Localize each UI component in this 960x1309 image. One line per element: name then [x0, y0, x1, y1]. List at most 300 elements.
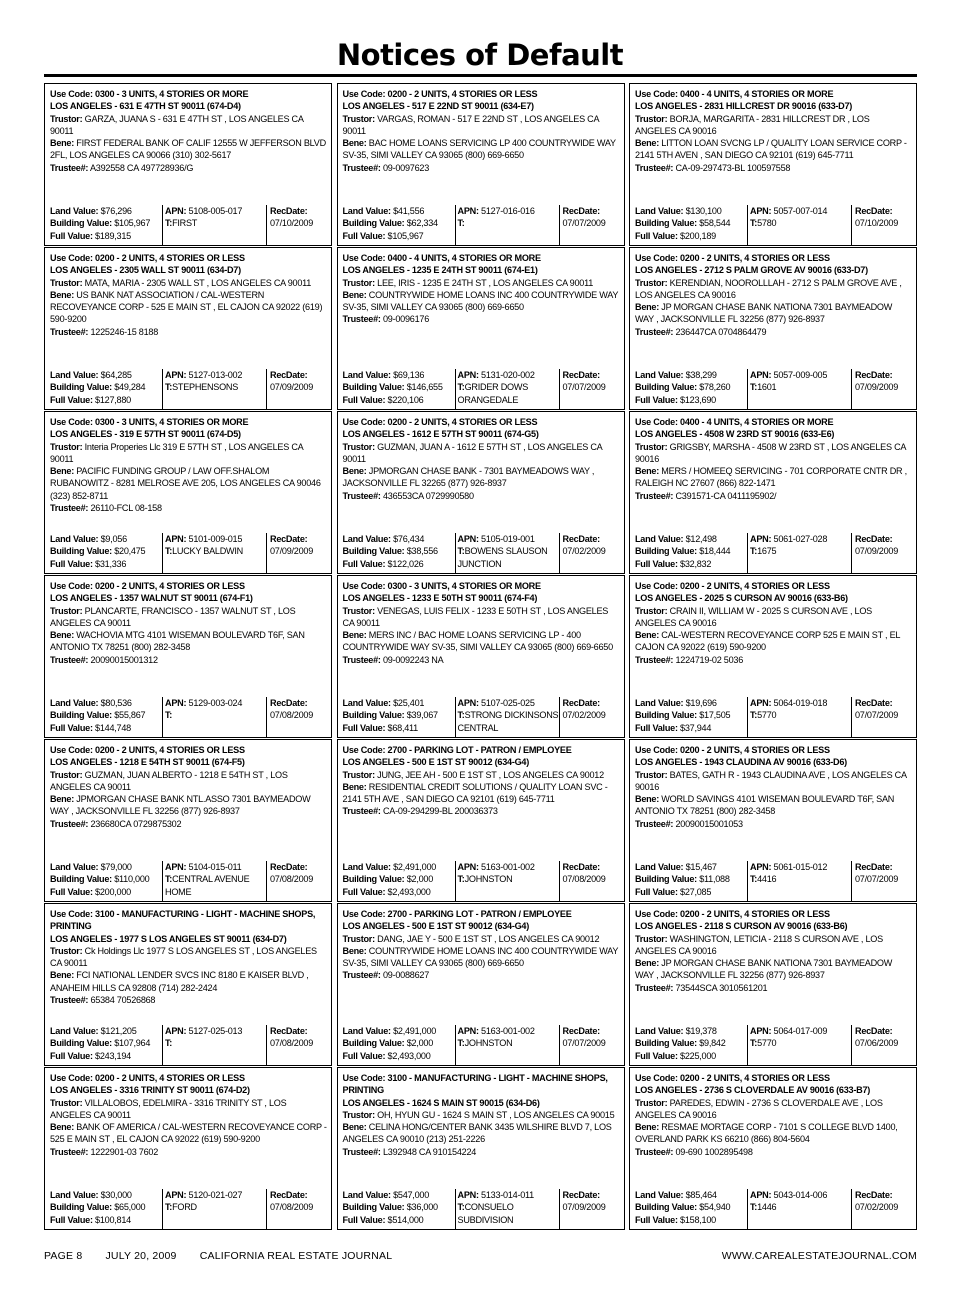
trustee-line: [343, 805, 620, 817]
trustee-line: [50, 162, 327, 174]
apn-label: APN:: [750, 206, 772, 216]
full-value-line: [50, 722, 162, 734]
recdate-column: [559, 533, 624, 573]
bene-label: Bene:: [635, 630, 660, 641]
full-value-label: Full Value:: [342, 1214, 386, 1225]
bene-label: Bene:: [342, 945, 367, 956]
use-code-value: 2700 - PARKING LOT - PATRON / EMPLOYEE: [387, 745, 572, 755]
beneficiary-line: [343, 945, 620, 970]
beneficiary-line: [343, 289, 620, 314]
notice-card: [629, 575, 917, 738]
recdate-column: [266, 1025, 331, 1065]
apn-line: [458, 533, 559, 545]
recdate-value: 07/09/2009: [270, 546, 314, 557]
full-value-line: [50, 394, 162, 406]
notice-card: [629, 903, 917, 1066]
notice-row: [44, 1067, 917, 1230]
trustor-line: [635, 769, 912, 794]
property-location: LOS ANGELES - 2736 S CLOVERDALE AV 90016 (633-B7): [635, 1085, 871, 1096]
trustee-label: Trustee#:: [635, 326, 674, 337]
bene-label: Bene:: [342, 138, 367, 149]
apn-label: APN:: [457, 1190, 479, 1200]
notice-card: [337, 247, 625, 410]
full-value: $220,106: [387, 394, 424, 405]
trustee-label: Trustee#:: [342, 654, 381, 665]
trustor-value: BATES, GATH R - 1943 CLAUDINA AVE , LOS ANGELES CA 90016: [635, 769, 907, 792]
values-column: [630, 533, 747, 573]
notice-text: [338, 84, 624, 202]
notice-text: [630, 84, 916, 202]
building-value-line: [50, 217, 162, 229]
land-value-label: Land Value:: [635, 1026, 684, 1036]
property-location: LOS ANGELES - 1624 S MAIN ST 90015 (634-D6): [342, 1097, 540, 1108]
use-code-label: Use Code:: [635, 745, 678, 755]
tract-line: [750, 1201, 851, 1213]
building-value: $20,475: [114, 546, 146, 557]
full-value-line: [635, 1214, 747, 1226]
tract-label: T:: [165, 1038, 173, 1049]
building-value-line: [50, 1037, 162, 1049]
recdate-label: RecDate:: [562, 1190, 600, 1200]
use-code-line: [343, 416, 620, 428]
trustee-value: 236447CA 0704864479: [675, 326, 767, 337]
notice-card: [44, 1067, 332, 1230]
recdate-column: [559, 369, 624, 409]
tract-label: T:: [457, 1202, 465, 1213]
recdate-column: [266, 369, 331, 409]
tract-line: [165, 1037, 266, 1049]
full-value-line: [50, 1050, 162, 1062]
recdate-column: [559, 205, 624, 245]
values-column: [338, 861, 455, 901]
value-table: [45, 861, 331, 901]
notice-card: [337, 411, 625, 574]
values-column: [630, 205, 747, 245]
apn-line: [165, 533, 266, 545]
full-value-label: Full Value:: [635, 1050, 678, 1061]
land-value: $38,299: [685, 370, 717, 380]
land-value-label: Land Value:: [342, 698, 391, 708]
trustee-line: [343, 969, 620, 981]
tract-label: T:: [750, 1202, 758, 1213]
bene-label: Bene:: [635, 794, 660, 805]
value-table: [338, 697, 624, 737]
use-code-value: 0200 - 2 UNITS, 4 STORIES OR LESS: [95, 253, 245, 263]
tract-label: T:: [750, 218, 758, 229]
recdate-value: 07/02/2009: [855, 1202, 899, 1213]
bene-label: Bene:: [342, 1122, 367, 1133]
recdate-label: RecDate:: [270, 862, 308, 872]
trustor-line: [50, 277, 327, 289]
recdate-column: [266, 697, 331, 737]
apn-label: APN:: [165, 370, 187, 380]
use-code-value: 0200 - 2 UNITS, 4 STORIES OR LESS: [680, 745, 830, 755]
notice-text: [630, 576, 916, 694]
recdate-value: 07/07/2009: [562, 1038, 606, 1049]
bene-value: LITTON LOAN SVCNG LP / QUALITY LOAN SERVICE CORP - 2141 5TH AVEN , SAN DIEGO CA 92101 (619) 645-7711: [635, 138, 907, 161]
apn-line: [458, 205, 559, 217]
beneficiary-line: [50, 137, 327, 162]
apn-column: [455, 1025, 559, 1065]
notice-text: [45, 576, 331, 694]
values-column: [338, 533, 455, 573]
building-value-label: Building Value:: [342, 710, 405, 721]
recdate-value: 07/07/2009: [855, 710, 899, 721]
building-value-label: Building Value:: [50, 710, 112, 721]
trustor-line: [635, 605, 912, 630]
full-value-label: Full Value:: [50, 558, 93, 569]
land-value-label: Land Value:: [342, 862, 391, 872]
recdate-value: 07/07/2009: [562, 218, 606, 229]
trustor-line: [635, 277, 912, 302]
trustor-line: [635, 933, 912, 958]
land-value-line: [50, 861, 162, 873]
beneficiary-line: [50, 793, 327, 818]
building-value-label: Building Value:: [342, 1202, 405, 1213]
apn-label: APN:: [457, 534, 479, 544]
full-value: $105,967: [387, 230, 424, 241]
use-code-label: Use Code:: [342, 581, 386, 591]
values-column: [338, 1025, 455, 1065]
full-value: $27,085: [680, 886, 712, 897]
use-code-line: [343, 252, 620, 264]
full-value-label: Full Value:: [50, 722, 93, 733]
notice-card: [629, 411, 917, 574]
property-location: LOS ANGELES - 1235 E 24TH ST 90011 (674-E1): [342, 265, 538, 276]
use-code-value: 0200 - 2 UNITS, 4 STORIES OR LESS: [387, 417, 538, 427]
recdate-column: [851, 1025, 916, 1065]
trustee-line: [635, 326, 912, 338]
trustor-label: Trustor:: [635, 605, 668, 616]
land-value-line: [635, 1189, 747, 1201]
building-value-line: [50, 545, 162, 557]
full-value: $127,880: [95, 394, 131, 405]
land-value-line: [343, 861, 455, 873]
apn-value: 5107-025-025: [481, 698, 535, 708]
building-value-line: [50, 1201, 162, 1213]
use-code-label: Use Code:: [635, 253, 678, 263]
page-number: PAGE 8: [44, 1250, 83, 1262]
trustor-value: GRIGSBY, MARSHA - 4508 W 23RD ST , LOS ANGELES CA 90016: [635, 441, 906, 464]
building-value-label: Building Value:: [635, 382, 697, 393]
recdate-column: [851, 861, 916, 901]
tract-value: LUCKY BALDWIN: [172, 546, 243, 557]
apn-value: 5064-019-018: [773, 698, 828, 708]
values-column: [45, 697, 162, 737]
property-location: LOS ANGELES - 3316 TRINITY ST 90011 (674-D2): [50, 1085, 250, 1096]
trustor-label: Trustor:: [50, 1097, 83, 1108]
apn-label: APN:: [750, 370, 772, 380]
bene-value: JP MORGAN CHASE BANK NATIONA 7301 BAYMEADOW WAY , JACKSONVILLE FL 32256 (877) 926-8937: [635, 302, 893, 325]
building-value-line: [343, 873, 455, 885]
land-value-label: Land Value:: [342, 1026, 391, 1036]
use-code-value: 0200 - 2 UNITS, 4 STORIES OR LESS: [680, 253, 830, 263]
beneficiary-line: [635, 301, 912, 326]
tract-label: T:: [457, 382, 465, 393]
trustor-line: [50, 605, 327, 630]
full-value-label: Full Value:: [635, 722, 678, 733]
apn-line: [165, 861, 266, 873]
recdate-label: RecDate:: [562, 1026, 600, 1036]
land-value: $547,000: [393, 1190, 430, 1200]
apn-line: [165, 369, 266, 381]
use-code-line: [50, 908, 327, 933]
trustee-line: [343, 313, 620, 325]
notice-card: [629, 739, 917, 902]
full-value-label: Full Value:: [635, 230, 678, 241]
tract-label: T:: [750, 874, 758, 885]
trustor-value: DANG, JAE Y - 500 E 1ST ST , LOS ANGELES CA 90012: [377, 933, 600, 944]
apn-label: APN:: [165, 698, 187, 708]
bene-label: Bene:: [50, 138, 75, 149]
issue-date: JULY 20, 2009: [105, 1250, 177, 1262]
recdate-value: 07/08/2009: [562, 874, 606, 885]
tract-line: [458, 1201, 559, 1226]
notice-card: [337, 739, 625, 902]
trustor-value: JUNG, JEE AH - 500 E 1ST ST , LOS ANGELES CA 90012: [377, 769, 604, 780]
recdate-value: 07/09/2009: [855, 382, 899, 393]
notice-card: [337, 903, 625, 1066]
trustor-value: CRAIN II, WILLIAM W - 2025 S CURSON AVE , LOS ANGELES CA 90016: [635, 605, 872, 628]
tract-line: [458, 1037, 559, 1049]
building-value-label: Building Value:: [342, 218, 405, 229]
tract-value: 1675: [757, 546, 777, 557]
apn-line: [750, 533, 851, 545]
use-code-line: [635, 252, 912, 264]
notices-grid: [44, 83, 917, 1231]
tract-value: 1601: [757, 382, 777, 393]
land-value: $12,498: [685, 534, 717, 544]
full-value: $31,336: [95, 558, 127, 569]
bene-value: JPMORGAN CHASE BANK - 7301 BAYMEADOWS WAY , JACKSONVILLE FL 32265 (877) 926-8937: [342, 466, 595, 489]
tract-line: [458, 381, 559, 406]
recdate-label: RecDate:: [855, 1190, 893, 1200]
full-value-line: [50, 558, 162, 570]
trustor-line: [50, 113, 327, 138]
trustor-value: PLANCARTE, FRANCISCO - 1357 WALNUT ST , LOS ANGELES CA 90011: [50, 605, 296, 628]
use-code-value: 0400 - 4 UNITS, 4 STORIES OR MORE: [387, 253, 541, 263]
tract-value: 5770: [757, 1038, 777, 1049]
apn-line: [458, 861, 559, 873]
apn-value: 5127-016-016: [481, 206, 535, 216]
apn-column: [747, 697, 851, 737]
full-value-line: [343, 886, 455, 898]
tract-line: [458, 217, 559, 229]
land-value: $41,556: [393, 206, 425, 216]
trustor-label: Trustor:: [635, 441, 668, 452]
bene-value: COUNTRYWIDE HOME LOANS INC 400 COUNTRYWIDE WAY SV-35, SIMI VALLEY CA 93065 (800) 669-6650: [342, 945, 619, 969]
apn-column: [747, 1189, 851, 1229]
full-value: $200,000: [95, 886, 131, 897]
beneficiary-line: [635, 957, 912, 982]
use-code-line: [635, 88, 912, 100]
title-rule: [44, 74, 917, 77]
trustee-label: Trustee#:: [50, 818, 89, 829]
apn-label: APN:: [457, 698, 479, 708]
apn-line: [165, 697, 266, 709]
bene-value: RESMAE MORTAGE CORP - 7101 S COLLEGE BLVD 1400, OVERLAND PARK KS 66210 (866) 804-5604: [635, 1122, 898, 1145]
land-value-line: [343, 533, 455, 545]
trustee-value: 09-0097623: [382, 162, 430, 173]
apn-label: APN:: [750, 862, 772, 872]
apn-label: APN:: [457, 1026, 479, 1036]
trustor-value: Interia Properies Llc 319 E 57TH ST , LOS ANGELES CA 90011: [50, 441, 303, 464]
trustee-line: [50, 818, 327, 830]
apn-column: [747, 861, 851, 901]
tract-label: T:: [750, 1038, 758, 1049]
trustee-label: Trustee#:: [635, 654, 674, 665]
trustee-value: 20090015001053: [675, 818, 743, 829]
trustee-line: [50, 502, 327, 514]
recdate-column: [851, 205, 916, 245]
trustee-value: 09-0092243 NA: [382, 654, 444, 665]
full-value: $158,100: [680, 1214, 716, 1225]
land-value: $76,434: [393, 534, 425, 544]
bene-label: Bene:: [50, 630, 75, 641]
land-value-line: [635, 205, 747, 217]
values-column: [45, 369, 162, 409]
beneficiary-line: [50, 969, 327, 994]
values-column: [338, 697, 455, 737]
trustee-line: [635, 1146, 912, 1158]
values-column: [338, 1189, 455, 1229]
trustee-value: L392948 CA 910154224: [382, 1146, 477, 1157]
use-code-label: Use Code:: [342, 253, 386, 263]
apn-column: [162, 369, 266, 409]
trustee-value: 1224719-02 5036: [675, 654, 744, 665]
building-value-line: [635, 545, 747, 557]
property-location: LOS ANGELES - 1233 E 50TH ST 90011 (674-F4): [342, 593, 538, 604]
trustee-label: Trustee#:: [50, 503, 89, 514]
trustee-label: Trustee#:: [50, 654, 89, 665]
apn-column: [455, 205, 559, 245]
land-value-label: Land Value:: [635, 206, 684, 216]
value-table: [338, 861, 624, 901]
bene-value: COUNTRYWIDE HOME LOANS INC 400 COUNTRYWIDE WAY SV-35, SIMI VALLEY CA 93065 (800) 669-6650: [342, 289, 619, 313]
land-value-label: Land Value:: [50, 370, 99, 380]
trustor-value: OH, HYUN GU - 1624 S MAIN ST , LOS ANGELES CA 90015: [377, 1109, 615, 1120]
recdate-column: [559, 697, 624, 737]
property-location: LOS ANGELES - 1943 CLAUDINA AV 90016 (633-D6): [635, 757, 847, 768]
land-value: $9,056: [100, 534, 127, 544]
notice-card: [337, 1067, 625, 1230]
apn-label: APN:: [457, 862, 479, 872]
building-value-line: [635, 381, 747, 393]
trustor-label: Trustor:: [50, 277, 83, 288]
bene-value: BANK OF AMERICA / CAL-WESTERN RECOVEYANCE CORP - 525 E MAIN ST , EL CAJON CA 92022 (619) 590-9200: [50, 1122, 327, 1145]
bene-label: Bene:: [50, 794, 75, 805]
building-value: $110,000: [114, 874, 150, 885]
apn-label: APN:: [750, 698, 772, 708]
land-value-line: [50, 533, 162, 545]
tract-value: STEPHENSONS: [172, 382, 239, 393]
beneficiary-line: [635, 137, 912, 162]
property-location: LOS ANGELES - 1612 E 57TH ST 90011 (674-G5): [342, 429, 539, 440]
bene-value: CAL-WESTERN RECOVEYANCE CORP 525 E MAIN ST , EL CAJON CA 92022 (619) 590-9200: [635, 630, 900, 653]
recdate-value: 07/08/2009: [270, 1202, 314, 1213]
land-value-line: [343, 1025, 455, 1037]
recdate-label: RecDate:: [562, 862, 600, 872]
apn-column: [455, 369, 559, 409]
land-value-label: Land Value:: [50, 1026, 99, 1036]
values-column: [630, 1189, 747, 1229]
apn-column: [747, 533, 851, 573]
bene-label: Bene:: [635, 958, 660, 969]
recdate-label: RecDate:: [855, 370, 893, 380]
tract-label: T:: [457, 874, 465, 885]
use-code-value: 3100 - MANUFACTURING - LIGHT - MACHINE SHOPS, PRINTING: [50, 909, 316, 932]
use-code-line: [343, 88, 620, 100]
building-value: $18,444: [699, 546, 731, 557]
trustor-line: [343, 441, 620, 466]
apn-line: [458, 697, 559, 709]
trustor-label: Trustor:: [342, 1109, 375, 1120]
trustee-label: Trustee#:: [50, 326, 89, 337]
tract-label: T:: [750, 546, 758, 557]
trustor-value: GUZMAN, JUAN ALBERTO - 1218 E 54TH ST , LOS ANGELES CA 90011: [50, 769, 288, 792]
apn-column: [455, 1189, 559, 1229]
building-value-label: Building Value:: [635, 874, 697, 885]
property-location: LOS ANGELES - 1977 S LOS ANGELES ST 90011 (634-D7): [50, 933, 287, 944]
land-value: $30,000: [100, 1190, 132, 1200]
property-location: LOS ANGELES - 2712 S PALM GROVE AV 90016 (633-D7): [635, 265, 868, 276]
apn-line: [458, 369, 559, 381]
land-value: $2,491,000: [393, 1026, 437, 1036]
trustor-value: LEE, IRIS - 1235 E 24TH ST , LOS ANGELES CA 90011: [377, 277, 594, 288]
trustor-value: GUZMAN, JUAN A - 1612 E 57TH ST , LOS ANGELES CA 90011: [342, 441, 602, 464]
trustor-line: [343, 933, 620, 945]
land-value-label: Land Value:: [342, 534, 391, 544]
tract-value: JOHNSTON: [464, 874, 513, 885]
building-value: $39,067: [406, 710, 438, 721]
bene-value: CELINA HONG/CENTER BANK 3435 WILSHIRE BLVD 7, LOS ANGELES CA 90010 (213) 251-2226: [342, 1122, 612, 1145]
trustor-line: [635, 113, 912, 138]
tract-label: T:: [165, 1202, 173, 1213]
building-value: $36,000: [406, 1202, 438, 1213]
trustee-value: 20090015001312: [90, 654, 158, 665]
apn-column: [162, 1025, 266, 1065]
apn-column: [162, 861, 266, 901]
beneficiary-line: [50, 629, 327, 654]
page-footer: [44, 1250, 917, 1262]
tract-value: BOWENS SLAUSON JUNCTION: [457, 546, 548, 569]
use-code-value: 0300 - 3 UNITS, 4 STORIES OR MORE: [95, 417, 249, 427]
tract-label: T:: [750, 382, 758, 393]
land-value: $2,491,000: [393, 862, 437, 872]
recdate-label: RecDate:: [855, 862, 893, 872]
land-value-line: [635, 533, 747, 545]
notice-text: [338, 412, 624, 530]
value-table: [630, 533, 916, 573]
full-value-label: Full Value:: [635, 558, 678, 569]
trustor-label: Trustor:: [342, 441, 375, 452]
building-value: $2,000: [406, 1038, 434, 1049]
trustee-label: Trustee#:: [635, 490, 674, 501]
apn-label: APN:: [165, 534, 187, 544]
values-column: [630, 1025, 747, 1065]
recdate-column: [266, 1189, 331, 1229]
recdate-value: 07/10/2009: [270, 218, 314, 229]
beneficiary-line: [343, 465, 620, 490]
full-value-line: [50, 230, 162, 242]
trustor-line: [343, 277, 620, 289]
apn-line: [750, 1025, 851, 1037]
property-location: LOS ANGELES - 1357 WALNUT ST 90011 (674-F1): [50, 593, 253, 604]
recdate-label: RecDate:: [270, 206, 308, 216]
recdate-value: 07/08/2009: [270, 710, 314, 721]
building-value-line: [343, 709, 455, 721]
apn-value: 5057-009-005: [773, 370, 828, 380]
